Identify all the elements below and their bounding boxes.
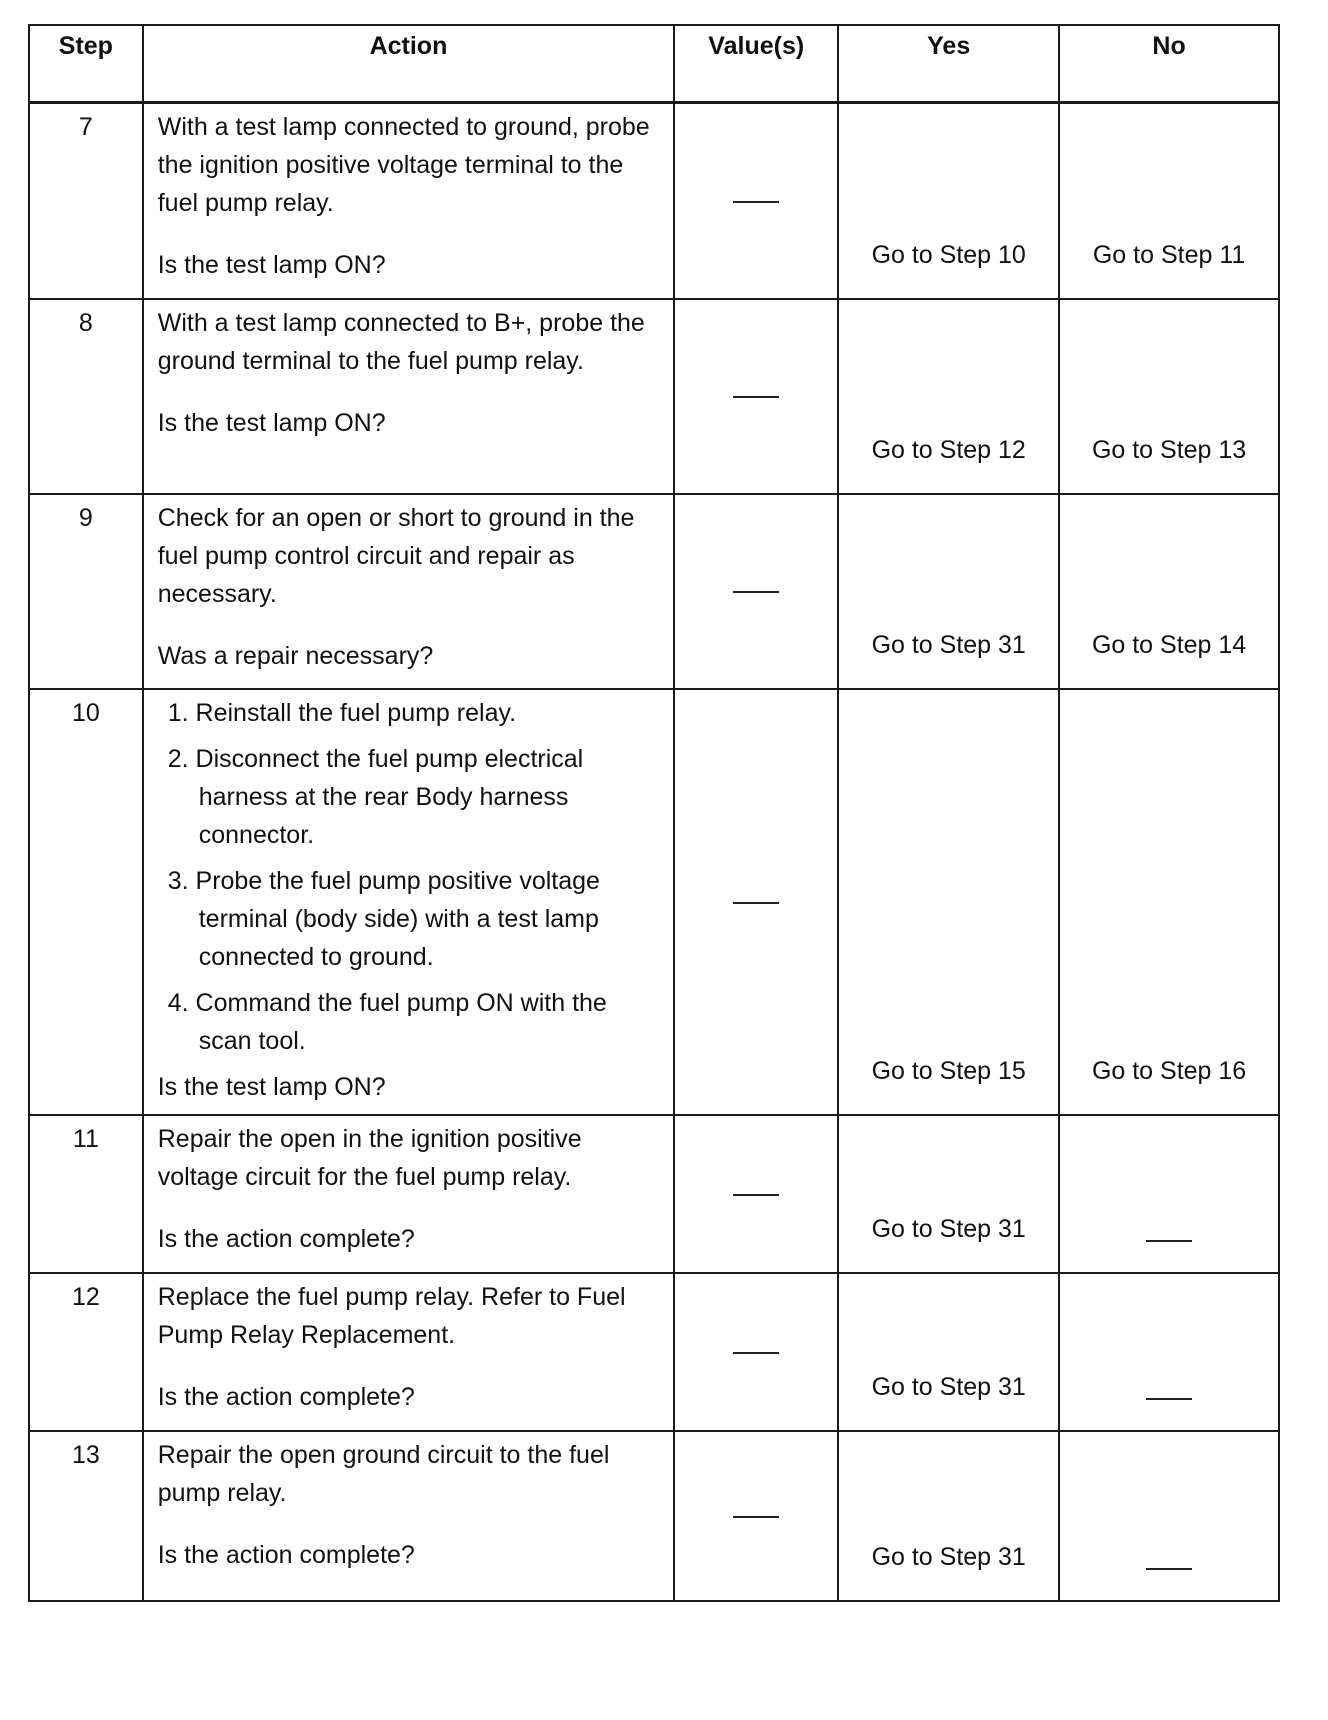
action-question: Is the test lamp ON?: [157, 408, 386, 437]
value-dash: [733, 591, 779, 593]
step-number: 8: [29, 299, 143, 494]
no-goto: Go to Step 13: [1091, 435, 1247, 464]
no-cell: [1059, 103, 1279, 299]
action-cell: [143, 299, 674, 494]
action-cell: [143, 689, 674, 1115]
header-step: Step: [29, 25, 143, 103]
step-number: 12: [29, 1273, 143, 1431]
action-step-item: 4. Command the fuel pump ON with the scan tool.: [167, 988, 607, 1055]
no-dash: [1146, 1568, 1192, 1570]
yes-cell: [838, 494, 1059, 689]
table-row: [29, 1115, 1279, 1273]
yes-goto: Go to Step 12: [871, 435, 1026, 464]
table-row: [29, 299, 1279, 494]
yes-goto: Go to Step 31: [871, 1214, 1026, 1243]
table-row: [29, 494, 1279, 689]
yes-goto: Go to Step 31: [871, 630, 1026, 659]
header-values: Value(s): [674, 25, 838, 103]
no-cell: [1059, 299, 1279, 494]
action-text: Repair the open in the ignition positive voltage circuit for the fuel pump relay.: [157, 1124, 582, 1191]
diagnostic-table: [28, 24, 1280, 1602]
header-action: Action: [143, 25, 674, 103]
value-cell: [674, 494, 838, 689]
value-dash: [733, 1194, 779, 1196]
no-dash: [1146, 1240, 1192, 1242]
action-step-item: 1. Reinstall the fuel pump relay.: [167, 698, 517, 727]
action-step-item: 3. Probe the fuel pump positive voltage terminal (body side) with a test lamp connected to ground.: [167, 866, 600, 971]
value-dash: [733, 902, 779, 904]
action-cell: [143, 1273, 674, 1431]
action-cell: [143, 494, 674, 689]
table-row: [29, 689, 1279, 1115]
action-text: Replace the fuel pump relay. Refer to Fuel Pump Relay Replacement.: [157, 1282, 626, 1349]
no-cell: [1059, 494, 1279, 689]
step-number: 9: [29, 494, 143, 689]
header-no: No: [1059, 25, 1279, 103]
yes-cell: [838, 689, 1059, 1115]
table-row: [29, 1273, 1279, 1431]
value-cell: [674, 1431, 838, 1601]
no-cell: [1059, 1115, 1279, 1273]
yes-goto: Go to Step 31: [871, 1372, 1026, 1401]
no-goto: Go to Step 11: [1092, 240, 1246, 269]
table-row: [29, 1431, 1279, 1601]
no-cell: [1059, 689, 1279, 1115]
value-dash: [733, 1516, 779, 1518]
yes-cell: [838, 103, 1059, 299]
action-step-item: 2. Disconnect the fuel pump electrical harness at the rear Body harness connector.: [167, 744, 584, 849]
action-steps-list: [158, 694, 663, 1060]
action-cell: [143, 103, 674, 299]
no-cell: [1059, 1273, 1279, 1431]
value-cell: [674, 1273, 838, 1431]
action-text: Repair the open ground circuit to the fuel pump relay.: [157, 1440, 610, 1507]
yes-cell: [838, 299, 1059, 494]
yes-cell: [838, 1273, 1059, 1431]
step-number: 10: [29, 689, 143, 1115]
yes-cell: [838, 1431, 1059, 1601]
step-number: 11: [29, 1115, 143, 1273]
table-header-row: [29, 25, 1279, 103]
action-cell: [143, 1431, 674, 1601]
no-goto: Go to Step 16: [1091, 1056, 1247, 1085]
yes-cell: [838, 1115, 1059, 1273]
step-number: 13: [29, 1431, 143, 1601]
action-text: With a test lamp connected to ground, probe the ignition positive voltage terminal to the fuel pump relay.: [157, 113, 650, 217]
yes-goto: Go to Step 15: [871, 1056, 1026, 1085]
value-cell: [674, 1115, 838, 1273]
action-cell: [143, 1115, 674, 1273]
no-dash: [1146, 1398, 1192, 1400]
action-question: Is the action complete?: [157, 1540, 415, 1569]
action-text: With a test lamp connected to B+, probe the ground terminal to the fuel pump relay.: [157, 308, 645, 375]
action-question: Is the test lamp ON?: [157, 251, 386, 279]
value-cell: [674, 299, 838, 494]
header-yes: Yes: [838, 25, 1059, 103]
value-dash: [733, 396, 779, 398]
yes-goto: Go to Step 10: [871, 240, 1026, 269]
action-question: Was a repair necessary?: [157, 641, 434, 670]
table-row: [29, 103, 1279, 299]
action-question: Is the action complete?: [157, 1382, 415, 1411]
yes-goto: Go to Step 31: [871, 1542, 1026, 1571]
action-text: Check for an open or short to ground in the fuel pump control circuit and repair as necessary.: [157, 503, 635, 608]
no-cell: [1059, 1431, 1279, 1601]
action-question: Is the test lamp ON?: [157, 1072, 386, 1101]
value-dash: [733, 201, 779, 203]
step-number: 7: [29, 103, 143, 299]
value-cell: [674, 689, 838, 1115]
value-dash: [733, 1352, 779, 1354]
action-question: Is the action complete?: [157, 1224, 415, 1253]
value-cell: [674, 103, 838, 299]
no-goto: Go to Step 14: [1091, 630, 1247, 659]
